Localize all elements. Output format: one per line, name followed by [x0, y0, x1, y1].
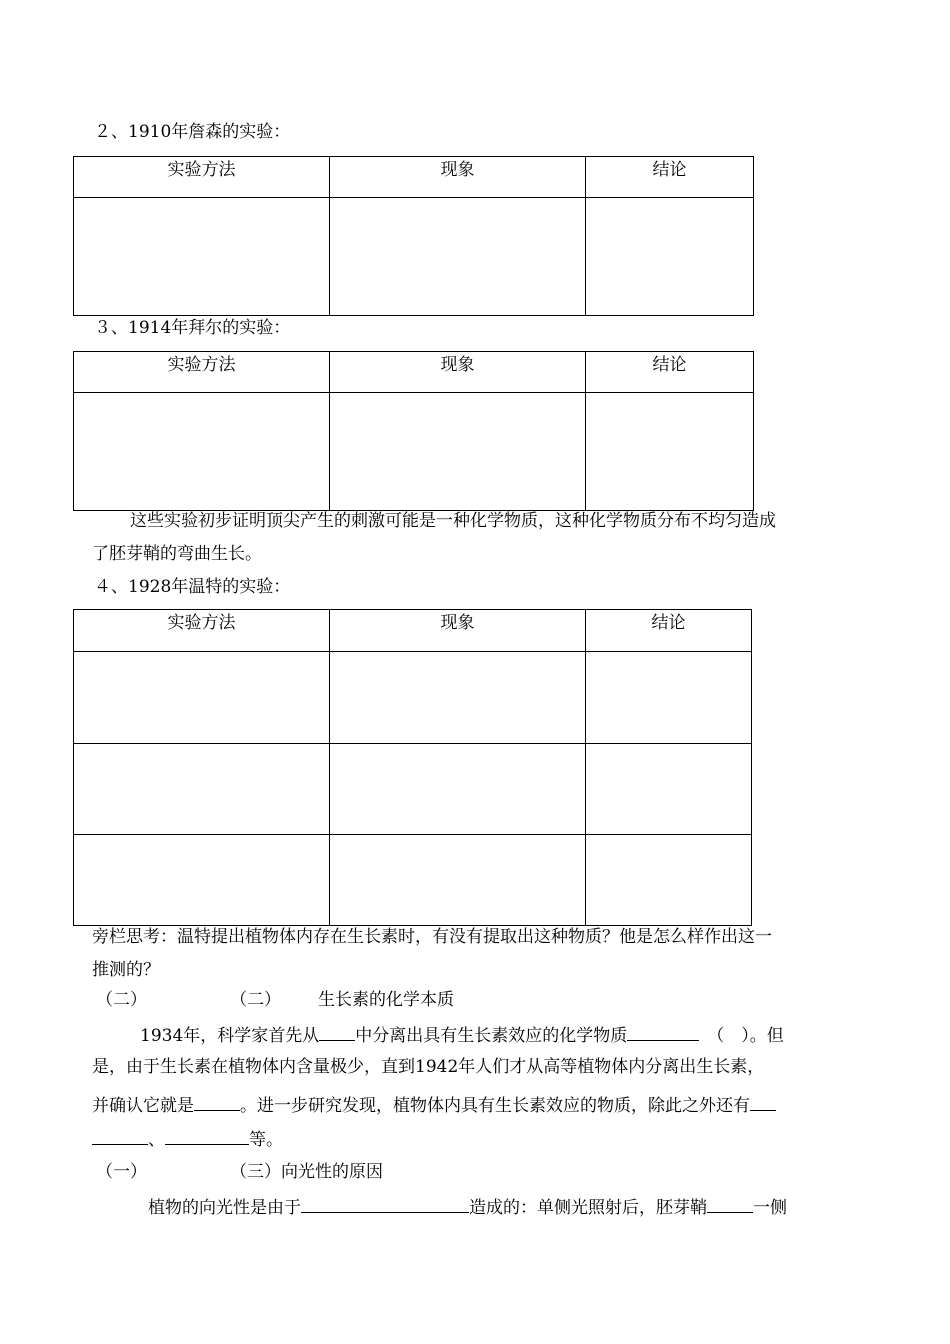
table-jensen	[73, 156, 754, 316]
cell-conclusion[interactable]	[586, 393, 754, 511]
cell-method[interactable]	[74, 744, 330, 835]
table-went	[73, 609, 752, 926]
para-1934-line-2: 是，由于生长素在植物体内含量极少，直到1942年人们才从高等植物体内分离出生长素，	[92, 1057, 765, 1077]
para-1934-line-4: 、 等。	[92, 1126, 283, 1151]
section-3-title: ３、1914年拜尔的实验：	[94, 318, 291, 338]
header-phenomenon: 现象	[330, 610, 586, 652]
cell-conclusion[interactable]	[586, 198, 754, 316]
blank-confirmed[interactable]	[194, 1092, 240, 1111]
header-conclusion: 结论	[586, 352, 754, 393]
header-phenomenon: 现象	[330, 352, 586, 393]
table-boysen	[73, 351, 754, 511]
cell-phenomenon[interactable]	[330, 393, 586, 511]
para-phototropism: 植物的向光性是由于 造成的：单侧光照射后，胚芽鞘 一侧	[148, 1194, 787, 1219]
blank-other-1a[interactable]	[750, 1092, 776, 1111]
section-three-number: （一）	[96, 1162, 147, 1182]
header-method: 实验方法	[74, 157, 330, 198]
header-method: 实验方法	[74, 610, 330, 652]
header-method: 实验方法	[74, 352, 330, 393]
section-4-title: ４、1928年温特的实验：	[94, 577, 291, 597]
para-1934-line-3: 并确认它就是 。进一步研究发现，植物体内具有生长素效应的物质，除此之外还有	[92, 1092, 776, 1117]
blank-other-2[interactable]	[165, 1126, 249, 1145]
header-phenomenon: 现象	[330, 157, 586, 198]
header-conclusion: 结论	[586, 157, 754, 198]
header-conclusion: 结论	[586, 610, 752, 652]
cell-method[interactable]	[74, 835, 330, 926]
blank-other-1b[interactable]	[92, 1126, 148, 1145]
section-two-number: （二）	[96, 990, 147, 1010]
blank-cause[interactable]	[301, 1194, 469, 1213]
conclusion-line-1: 这些实验初步证明顶尖产生的刺激可能是一种化学物质，这种化学物质分布不均匀造成	[130, 511, 776, 531]
cell-phenomenon[interactable]	[330, 198, 586, 316]
section-two-title: 生长素的化学本质	[318, 990, 454, 1010]
cell-phenomenon[interactable]	[330, 652, 586, 744]
cell-method[interactable]	[74, 652, 330, 744]
cell-conclusion[interactable]	[586, 835, 752, 926]
cell-conclusion[interactable]	[586, 744, 752, 835]
blank-side[interactable]	[707, 1194, 753, 1213]
blank-source[interactable]	[319, 1022, 355, 1041]
cell-conclusion[interactable]	[586, 652, 752, 744]
side-thinking-line-1: 旁栏思考：温特提出植物体内存在生长素时，有没有提取出这种物质？他是怎么样作出这一	[92, 927, 772, 947]
cell-phenomenon[interactable]	[330, 835, 586, 926]
section-2-title: ２、1910年詹森的实验：	[94, 122, 291, 142]
cell-method[interactable]	[74, 198, 330, 316]
cell-phenomenon[interactable]	[330, 744, 586, 835]
section-three-title: （三）向光性的原因	[230, 1162, 383, 1182]
para-1934-line-1: 1934年，科学家首先从 中分离出具有生长素效应的化学物质 （ ）。但	[140, 1022, 784, 1047]
conclusion-line-2: 了胚芽鞘的弯曲生长。	[92, 544, 262, 564]
blank-substance[interactable]	[627, 1022, 699, 1041]
cell-method[interactable]	[74, 393, 330, 511]
section-two-sub: （二）	[230, 990, 281, 1010]
side-thinking-line-2: 推测的？	[92, 960, 160, 980]
